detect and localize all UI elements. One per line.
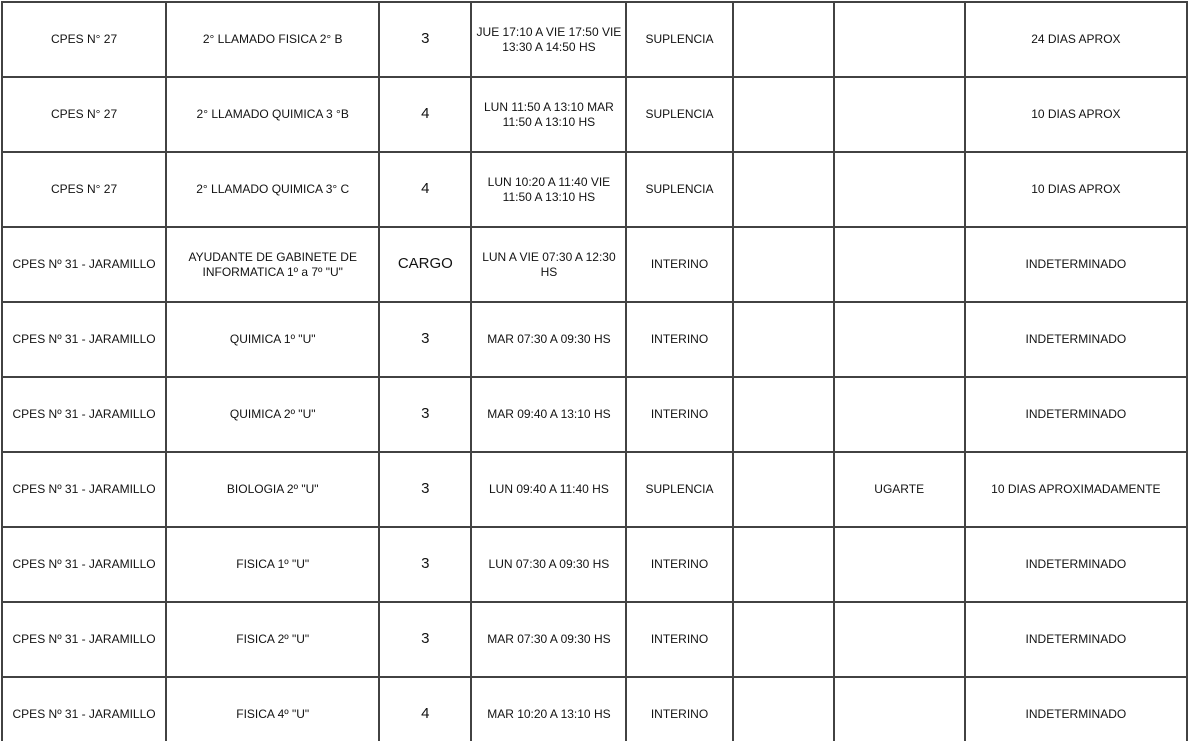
schedule-cell: LUN 09:40 A 11:40 HS [471,452,626,527]
hours-cell: 4 [379,677,471,741]
schedule-cell: LUN 07:30 A 09:30 HS [471,527,626,602]
hours-cell: 4 [379,77,471,152]
table-row [2,2,1187,77]
duration-cell: INDETERMINADO [965,302,1187,377]
empty-cell [733,152,834,227]
schedule-cell: JUE 17:10 A VIE 17:50 VIE 13:30 A 14:50 HS [471,2,626,77]
hours-cell: 3 [379,2,471,77]
type-cell: INTERINO [626,227,732,302]
holder-cell: UGARTE [834,452,965,527]
vacancies-table [1,1,1188,741]
schedule-cell: LUN 11:50 A 13:10 MAR 11:50 A 13:10 HS [471,77,626,152]
duration-cell: INDETERMINADO [965,602,1187,677]
school-cell: CPES Nº 31 - JARAMILLO [2,377,166,452]
subject-cell: 2° LLAMADO QUIMICA 3° C [166,152,379,227]
school-cell: CPES Nº 31 - JARAMILLO [2,227,166,302]
empty-cell [733,2,834,77]
subject-cell: QUIMICA 1º "U" [166,302,379,377]
table-row [2,302,1187,377]
subject-cell: BIOLOGIA 2º "U" [166,452,379,527]
schedule-cell: MAR 07:30 A 09:30 HS [471,302,626,377]
hours-cell: 3 [379,302,471,377]
empty-cell [733,377,834,452]
holder-cell [834,677,965,741]
type-cell: INTERINO [626,527,732,602]
holder-cell [834,302,965,377]
schedule-cell: MAR 10:20 A 13:10 HS [471,677,626,741]
duration-cell: INDETERMINADO [965,227,1187,302]
table-row [2,452,1187,527]
school-cell: CPES Nº 31 - JARAMILLO [2,527,166,602]
hours-cell: 3 [379,602,471,677]
holder-cell [834,377,965,452]
subject-cell: FISICA 1º "U" [166,527,379,602]
type-cell: INTERINO [626,302,732,377]
holder-cell [834,602,965,677]
duration-cell: INDETERMINADO [965,677,1187,741]
schedule-cell: MAR 09:40 A 13:10 HS [471,377,626,452]
schedule-cell: LUN 10:20 A 11:40 VIE 11:50 A 13:10 HS [471,152,626,227]
holder-cell [834,2,965,77]
hours-cell: 3 [379,452,471,527]
type-cell: SUPLENCIA [626,452,732,527]
table-row [2,227,1187,302]
duration-cell: 24 DIAS APROX [965,2,1187,77]
type-cell: SUPLENCIA [626,77,732,152]
type-cell: SUPLENCIA [626,2,732,77]
type-cell: SUPLENCIA [626,152,732,227]
holder-cell [834,77,965,152]
subject-cell: FISICA 2º "U" [166,602,379,677]
school-cell: CPES Nº 31 - JARAMILLO [2,452,166,527]
hours-cell: 3 [379,377,471,452]
empty-cell [733,302,834,377]
schedule-cell: MAR 07:30 A 09:30 HS [471,602,626,677]
holder-cell [834,227,965,302]
school-cell: CPES N° 27 [2,77,166,152]
school-cell: CPES Nº 31 - JARAMILLO [2,677,166,741]
subject-cell: 2° LLAMADO FISICA 2° B [166,2,379,77]
duration-cell: INDETERMINADO [965,527,1187,602]
schedule-cell: LUN A VIE 07:30 A 12:30 HS [471,227,626,302]
school-cell: CPES N° 27 [2,152,166,227]
hours-cell: 4 [379,152,471,227]
type-cell: INTERINO [626,602,732,677]
table-row [2,377,1187,452]
table-row [2,602,1187,677]
document-sheet [0,1,1189,741]
hours-cell: CARGO [379,227,471,302]
empty-cell [733,452,834,527]
duration-cell: 10 DIAS APROX [965,152,1187,227]
hours-cell: 3 [379,527,471,602]
table-body [2,2,1187,741]
empty-cell [733,227,834,302]
type-cell: INTERINO [626,677,732,741]
table-row [2,677,1187,741]
table-row [2,77,1187,152]
table-row [2,527,1187,602]
empty-cell [733,77,834,152]
duration-cell: 10 DIAS APROX [965,77,1187,152]
table-row [2,152,1187,227]
subject-cell: QUIMICA 2º "U" [166,377,379,452]
school-cell: CPES Nº 31 - JARAMILLO [2,602,166,677]
duration-cell: INDETERMINADO [965,377,1187,452]
empty-cell [733,527,834,602]
holder-cell [834,152,965,227]
school-cell: CPES N° 27 [2,2,166,77]
duration-cell: 10 DIAS APROXIMADAMENTE [965,452,1187,527]
type-cell: INTERINO [626,377,732,452]
subject-cell: FISICA 4º "U" [166,677,379,741]
school-cell: CPES Nº 31 - JARAMILLO [2,302,166,377]
empty-cell [733,602,834,677]
subject-cell: AYUDANTE DE GABINETE DE INFORMATICA 1º a 7º "U" [166,227,379,302]
empty-cell [733,677,834,741]
subject-cell: 2° LLAMADO QUIMICA 3 °B [166,77,379,152]
holder-cell [834,527,965,602]
